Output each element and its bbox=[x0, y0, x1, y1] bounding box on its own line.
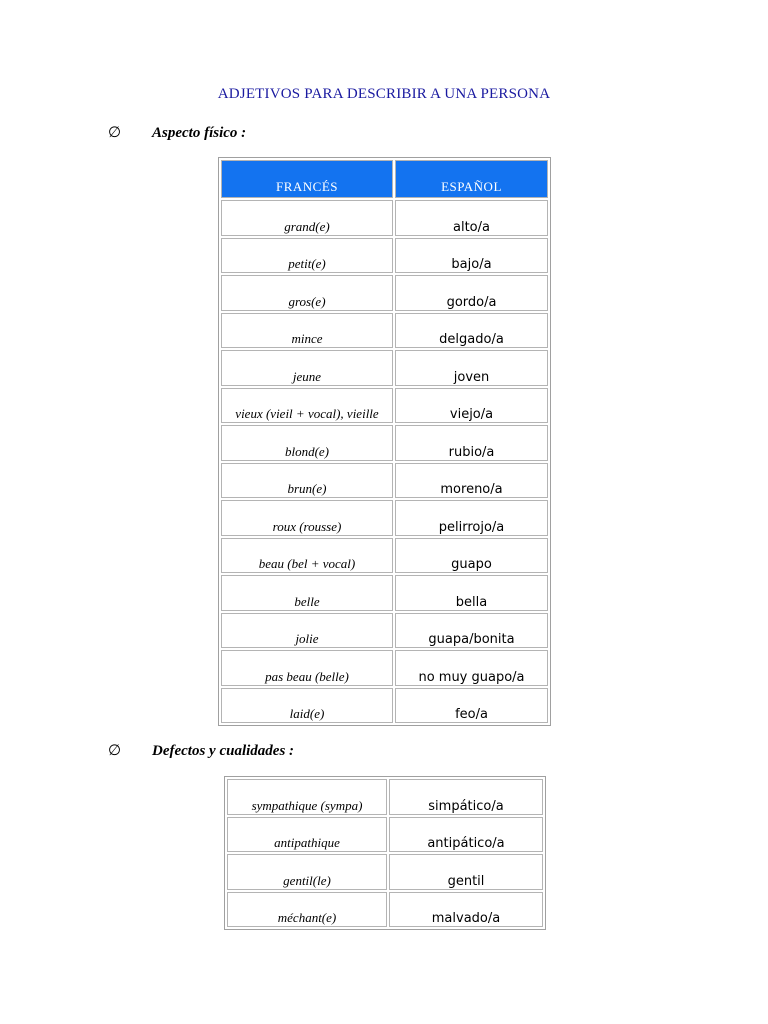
vocab-table-aspecto-fisico bbox=[218, 157, 551, 726]
table-row bbox=[227, 892, 543, 928]
cell-espanol: malvado/a bbox=[389, 892, 543, 928]
page-title: ADJETIVOS PARA DESCRIBIR A UNA PERSONA bbox=[217, 86, 551, 102]
table-row bbox=[227, 779, 543, 815]
table-row bbox=[221, 463, 548, 499]
empty-set-bullet-icon: ∅ bbox=[108, 125, 122, 141]
section-heading-aspecto-fisico bbox=[108, 123, 246, 142]
cell-espanol: gentil bbox=[389, 854, 543, 890]
vocab-table-defectos-cualidades bbox=[224, 776, 546, 930]
cell-espanol: simpático/a bbox=[389, 779, 543, 815]
cell-frances: sympathique (sympa) bbox=[227, 779, 387, 815]
table-row bbox=[221, 238, 548, 274]
cell-espanol: joven bbox=[395, 350, 548, 386]
cell-frances: gentil(le) bbox=[227, 854, 387, 890]
table-row bbox=[227, 854, 543, 890]
table-row bbox=[221, 613, 548, 649]
cell-frances: grand(e) bbox=[221, 200, 393, 236]
table-row bbox=[221, 350, 548, 386]
empty-set-bullet-icon: ∅ bbox=[108, 743, 122, 759]
cell-espanol: bajo/a bbox=[395, 238, 548, 274]
table-row bbox=[221, 500, 548, 536]
cell-espanol: viejo/a bbox=[395, 388, 548, 424]
table-row bbox=[221, 575, 548, 611]
table-header-row bbox=[221, 160, 548, 198]
cell-frances: mince bbox=[221, 313, 393, 349]
section-heading-defectos-cualidades bbox=[108, 741, 294, 760]
cell-frances: antipathique bbox=[227, 817, 387, 853]
cell-frances: brun(e) bbox=[221, 463, 393, 499]
table-row bbox=[221, 200, 548, 236]
cell-espanol: moreno/a bbox=[395, 463, 548, 499]
cell-espanol: feo/a bbox=[395, 688, 548, 724]
cell-frances: roux (rousse) bbox=[221, 500, 393, 536]
cell-espanol: rubio/a bbox=[395, 425, 548, 461]
cell-espanol: guapo bbox=[395, 538, 548, 574]
cell-espanol: no muy guapo/a bbox=[395, 650, 548, 686]
cell-frances: pas beau (belle) bbox=[221, 650, 393, 686]
cell-espanol: alto/a bbox=[395, 200, 548, 236]
cell-frances: vieux (vieil + vocal), vieille bbox=[221, 388, 393, 424]
cell-frances: petit(e) bbox=[221, 238, 393, 274]
table-row bbox=[221, 688, 548, 724]
column-header-espanol: ESPAÑOL bbox=[395, 160, 548, 198]
cell-espanol: bella bbox=[395, 575, 548, 611]
cell-espanol: delgado/a bbox=[395, 313, 548, 349]
table-row bbox=[221, 275, 548, 311]
cell-espanol: gordo/a bbox=[395, 275, 548, 311]
cell-frances: laid(e) bbox=[221, 688, 393, 724]
table-row bbox=[227, 817, 543, 853]
section-heading-label: Defectos y cualidades : bbox=[152, 743, 295, 759]
table-body bbox=[221, 200, 548, 723]
table-row bbox=[221, 313, 548, 349]
table-row bbox=[221, 650, 548, 686]
cell-frances: jeune bbox=[221, 350, 393, 386]
table-row bbox=[221, 538, 548, 574]
cell-frances: gros(e) bbox=[221, 275, 393, 311]
column-header-frances: FRANCÉS bbox=[221, 160, 393, 198]
section-heading-label: Aspecto físico : bbox=[152, 125, 247, 141]
table-row bbox=[221, 425, 548, 461]
table-body bbox=[227, 779, 543, 927]
cell-frances: méchant(e) bbox=[227, 892, 387, 928]
cell-frances: beau (bel + vocal) bbox=[221, 538, 393, 574]
cell-espanol: pelirrojo/a bbox=[395, 500, 548, 536]
cell-espanol: antipático/a bbox=[389, 817, 543, 853]
cell-frances: blond(e) bbox=[221, 425, 393, 461]
cell-espanol: guapa/bonita bbox=[395, 613, 548, 649]
cell-frances: belle bbox=[221, 575, 393, 611]
table-row bbox=[221, 388, 548, 424]
cell-frances: jolie bbox=[221, 613, 393, 649]
